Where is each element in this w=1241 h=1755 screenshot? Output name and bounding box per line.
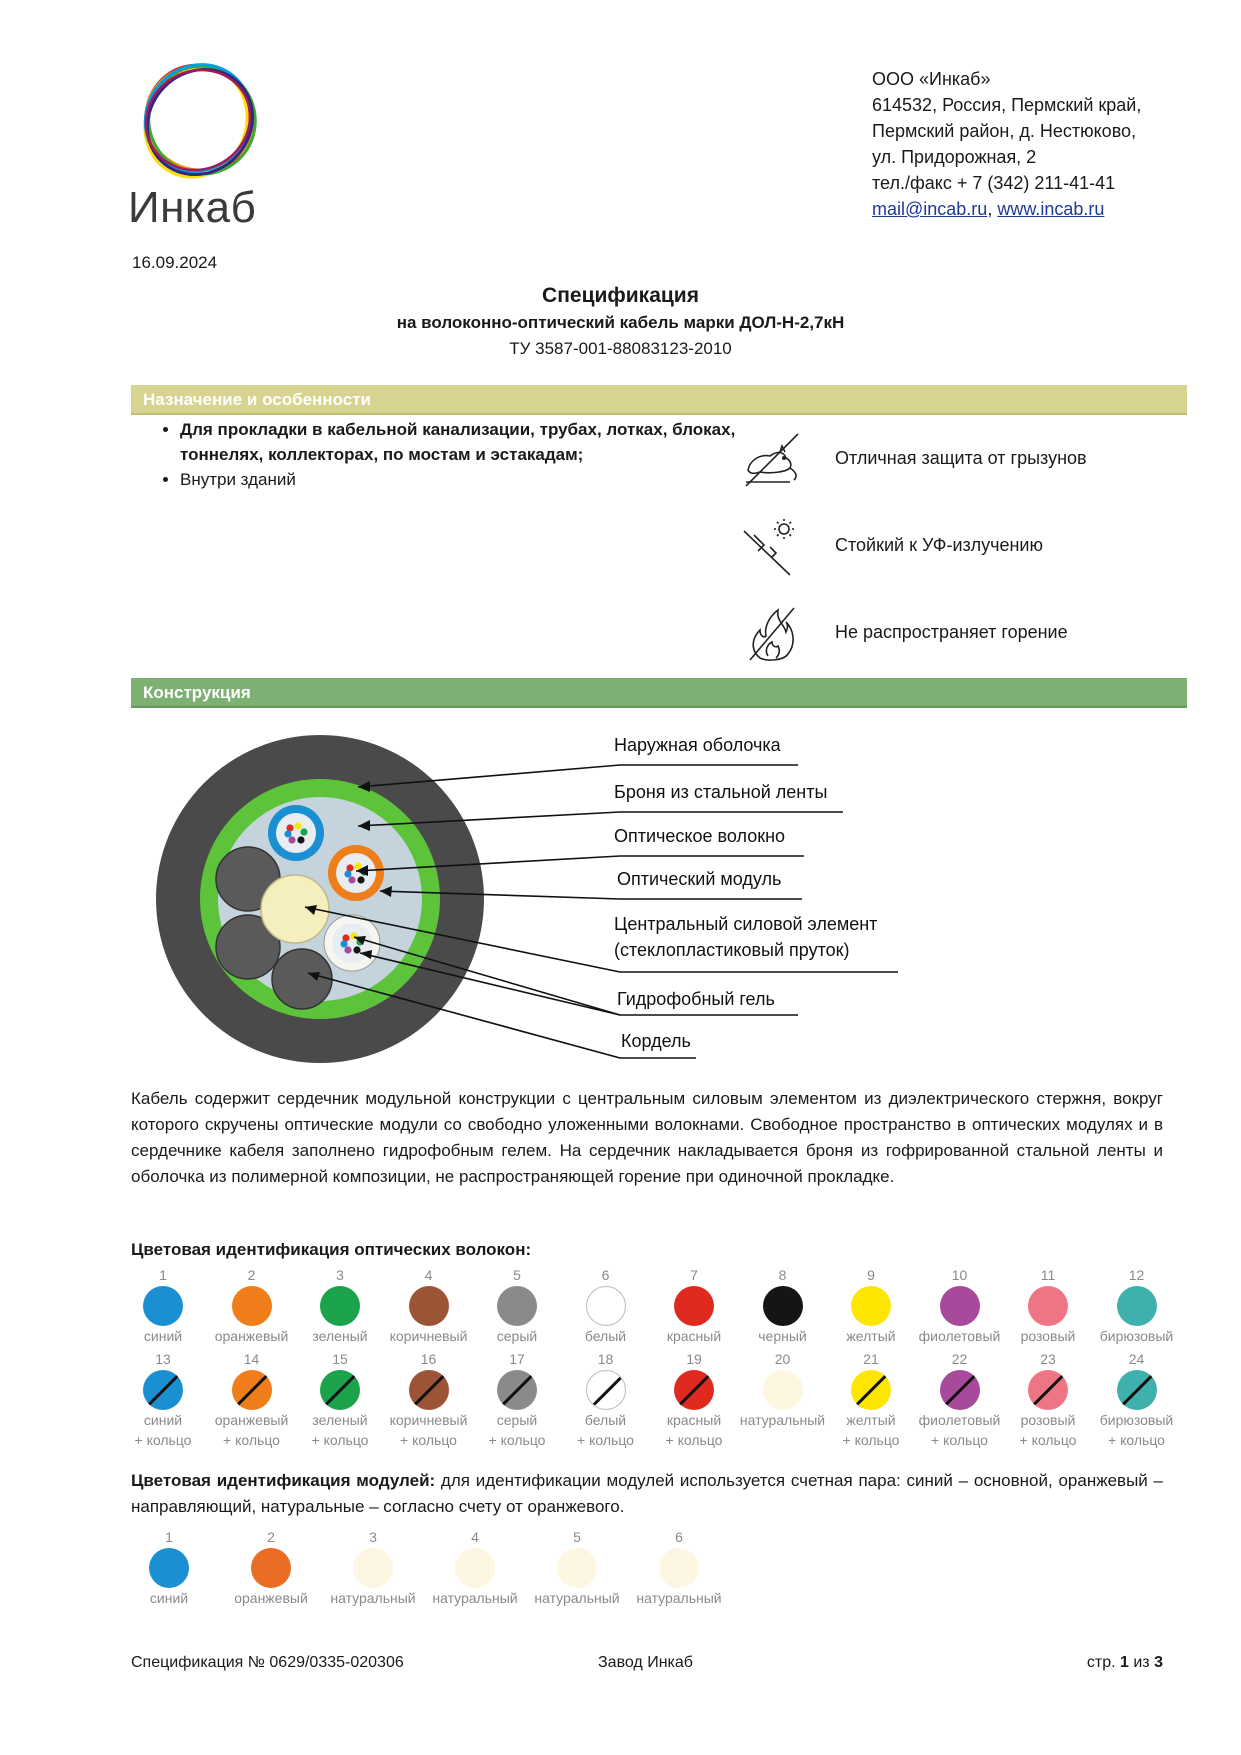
color-swatch bbox=[124, 1528, 214, 1608]
swatch-ring-suffix: + кольцо bbox=[134, 1432, 192, 1448]
swatch-name: натуральный bbox=[330, 1590, 416, 1606]
color-dot bbox=[409, 1286, 449, 1326]
feature-label: Отличная защита от грызунов bbox=[835, 448, 1087, 468]
swatch-name: зеленый bbox=[312, 1328, 368, 1344]
swatch-number: 5 bbox=[573, 1529, 581, 1545]
website-link[interactable]: www.incab.ru bbox=[997, 199, 1105, 219]
company-logo bbox=[128, 58, 278, 232]
color-swatch bbox=[532, 1528, 622, 1608]
color-dot bbox=[320, 1286, 360, 1326]
color-dot bbox=[232, 1370, 272, 1410]
swatch-number: 12 bbox=[1128, 1267, 1145, 1283]
color-swatch bbox=[430, 1528, 520, 1608]
swatch-number: 11 bbox=[1040, 1267, 1056, 1283]
rodent-protection-icon bbox=[740, 430, 804, 490]
swatch-number: 8 bbox=[778, 1267, 787, 1283]
swatch-name: натуральный bbox=[739, 1412, 826, 1428]
color-dot bbox=[1028, 1370, 1068, 1410]
color-dot bbox=[143, 1286, 183, 1326]
color-swatch bbox=[915, 1266, 1005, 1346]
flame-retardant-icon bbox=[740, 604, 804, 664]
color-swatch bbox=[738, 1266, 828, 1346]
color-dot bbox=[557, 1548, 597, 1588]
link-separator: , bbox=[987, 199, 993, 219]
label-gel: Гидрофобный гель bbox=[617, 989, 775, 1009]
swatch-name: желтый bbox=[846, 1328, 896, 1344]
ring-stripe bbox=[940, 1370, 979, 1410]
swatch-number: 17 bbox=[509, 1351, 525, 1367]
color-swatch bbox=[384, 1350, 474, 1450]
color-swatch bbox=[649, 1350, 739, 1450]
ring-stripe bbox=[409, 1370, 448, 1410]
swatch-number: 5 bbox=[513, 1267, 521, 1283]
title-main: Спецификация bbox=[542, 284, 699, 307]
swatch-ring-suffix: + кольцо bbox=[488, 1432, 546, 1448]
color-dot bbox=[586, 1286, 626, 1326]
ring-stripe bbox=[144, 1370, 183, 1410]
swatch-number: 23 bbox=[1040, 1351, 1056, 1367]
swatch-number: 13 bbox=[155, 1351, 171, 1367]
swatch-number: 10 bbox=[951, 1267, 968, 1283]
color-dot bbox=[320, 1370, 360, 1410]
module-colors-title: Цветовая идентификация модулей: bbox=[131, 1471, 436, 1490]
swatch-name: бирюзовый bbox=[1099, 1328, 1174, 1344]
label-steel-armor: Броня из стальной ленты bbox=[614, 782, 828, 802]
feature-flame bbox=[740, 604, 1180, 664]
section-header-construction: Конструкция bbox=[131, 678, 1187, 708]
color-swatch bbox=[472, 1350, 562, 1450]
color-swatch bbox=[328, 1528, 418, 1608]
swatch-number: 16 bbox=[420, 1351, 437, 1367]
logo-text: Инкаб bbox=[128, 183, 257, 232]
label-csm-detail: (стеклопластиковый пруток) bbox=[614, 940, 850, 960]
document-date: 16.09.2024 bbox=[132, 253, 218, 272]
color-dot bbox=[1028, 1286, 1068, 1326]
swatch-name: фиолетовый bbox=[918, 1412, 1001, 1428]
logo-rings-icon bbox=[128, 58, 278, 183]
color-swatch bbox=[826, 1350, 916, 1450]
swatch-name: розовый bbox=[1020, 1328, 1076, 1344]
color-swatch bbox=[561, 1350, 651, 1450]
color-dot bbox=[353, 1548, 393, 1588]
color-dot bbox=[763, 1286, 803, 1326]
color-dot bbox=[851, 1370, 891, 1410]
color-swatch bbox=[826, 1266, 916, 1346]
swatch-number: 6 bbox=[675, 1529, 683, 1545]
color-swatch bbox=[226, 1528, 316, 1608]
swatch-name: серый bbox=[496, 1412, 538, 1428]
color-dot bbox=[232, 1286, 272, 1326]
fiber-colors-row-1 bbox=[118, 1266, 1178, 1346]
current-page: 1 bbox=[1120, 1654, 1129, 1671]
color-swatch bbox=[207, 1350, 297, 1450]
color-swatch bbox=[1092, 1350, 1182, 1450]
ring-stripe bbox=[1117, 1370, 1156, 1410]
company-line: ул. Придорожная, 2 bbox=[872, 147, 1037, 167]
color-swatch bbox=[915, 1350, 1005, 1450]
section-header-purpose: Назначение и особенности bbox=[131, 385, 1187, 415]
email-link[interactable]: mail@incab.ru bbox=[872, 199, 988, 219]
color-dot bbox=[455, 1548, 495, 1588]
ring-stripe bbox=[852, 1370, 891, 1410]
swatch-name: серый bbox=[496, 1328, 538, 1344]
color-swatch bbox=[207, 1266, 297, 1346]
label-cordel: Кордель bbox=[621, 1031, 691, 1051]
title-standard: ТУ 3587-001-88083123-2010 bbox=[509, 339, 732, 358]
fiber-colors-title: Цветовая идентификация оптических волокон: bbox=[131, 1240, 532, 1259]
swatch-number: 1 bbox=[159, 1267, 167, 1283]
color-swatch bbox=[1092, 1266, 1182, 1346]
module-colors-description: для идентификации модулей используется счетная пара: синий – основной, оранжевый – направляющий, натуральные – согласно счету от оранжевого. bbox=[131, 1471, 1163, 1516]
contact-links bbox=[872, 196, 1141, 222]
swatch-ring-suffix: + кольцо bbox=[400, 1432, 457, 1448]
color-dot bbox=[497, 1286, 537, 1326]
swatch-number: 20 bbox=[774, 1351, 791, 1367]
title-subtitle: на волоконно-оптический кабель марки ДОЛ-Н-2,7кН bbox=[396, 313, 845, 332]
color-dot bbox=[251, 1548, 291, 1588]
feature-uv bbox=[740, 517, 1180, 577]
ring-stripe bbox=[321, 1370, 360, 1410]
swatch-name: розовый bbox=[1020, 1412, 1076, 1428]
fiber-colors-row-2 bbox=[118, 1350, 1178, 1450]
swatch-ring-suffix: + кольцо bbox=[577, 1432, 634, 1448]
swatch-ring-suffix: + кольцо bbox=[223, 1432, 280, 1448]
swatch-number: 1 bbox=[165, 1529, 173, 1545]
ring-stripe bbox=[1029, 1370, 1068, 1410]
color-dot bbox=[851, 1286, 891, 1326]
swatch-number: 21 bbox=[863, 1351, 879, 1367]
swatch-ring-suffix: + кольцо bbox=[665, 1432, 723, 1448]
swatch-number: 19 bbox=[686, 1351, 702, 1367]
swatch-name: бирюзовый bbox=[1099, 1412, 1174, 1428]
swatch-number: 3 bbox=[369, 1529, 377, 1545]
swatch-name: фиолетовый bbox=[918, 1328, 1001, 1344]
uv-resistant-icon bbox=[740, 517, 804, 577]
color-swatch bbox=[118, 1350, 208, 1450]
construction-description: Кабель содержит сердечник модульной конструкции с центральным силовым элементом из диэлектрического стержня, вокруг которого скручены оптические модули со свободно уложенными волокнами. Свободное пространство в оптических модулях и в сердечнике кабеля заполнено гидрофобным гелем. На сердечник накладывается броня из гофрированной стальной ленты и оболочка из полимерной композиции, не распространяющей горение при одиночной прокладке. bbox=[131, 1089, 1163, 1186]
company-line: ООО «Инкаб» bbox=[872, 69, 991, 89]
color-swatch bbox=[561, 1266, 651, 1346]
color-swatch bbox=[649, 1266, 739, 1346]
color-swatch bbox=[738, 1350, 828, 1430]
color-dot bbox=[940, 1286, 980, 1326]
color-dot bbox=[1117, 1286, 1157, 1326]
color-dot bbox=[940, 1370, 980, 1410]
swatch-name: синий bbox=[143, 1412, 183, 1428]
footer-factory: Завод Инкаб bbox=[598, 1654, 693, 1671]
swatch-name: коричневый bbox=[389, 1412, 468, 1428]
swatch-name: белый bbox=[584, 1328, 627, 1344]
swatch-name: оранжевый bbox=[234, 1590, 308, 1606]
feature-label: Не распространяет горение bbox=[835, 622, 1068, 642]
color-dot bbox=[409, 1370, 449, 1410]
page-mid: из bbox=[1128, 1654, 1155, 1671]
ring-stripe bbox=[587, 1370, 625, 1410]
module-colors-text bbox=[131, 1468, 1163, 1520]
label-optical-module: Оптический модуль bbox=[617, 869, 782, 889]
color-swatch bbox=[384, 1266, 474, 1346]
document-title bbox=[0, 282, 1241, 362]
swatch-ring-suffix: + кольцо bbox=[1019, 1432, 1077, 1448]
total-pages: 3 bbox=[1154, 1654, 1163, 1671]
swatch-name: зеленый bbox=[312, 1412, 368, 1428]
color-swatch bbox=[295, 1266, 385, 1346]
swatch-number: 2 bbox=[247, 1267, 256, 1283]
color-dot bbox=[674, 1286, 714, 1326]
swatch-number: 4 bbox=[424, 1267, 433, 1283]
central-strength-member bbox=[261, 875, 329, 943]
swatch-name: оранжевый bbox=[214, 1328, 289, 1344]
color-dot bbox=[149, 1548, 189, 1588]
swatch-number: 2 bbox=[267, 1529, 275, 1545]
swatch-name: красный bbox=[666, 1412, 722, 1428]
swatch-number: 14 bbox=[243, 1351, 260, 1367]
color-dot bbox=[497, 1370, 537, 1410]
swatch-number: 7 bbox=[690, 1267, 698, 1283]
color-swatch bbox=[118, 1266, 208, 1346]
swatch-number: 9 bbox=[867, 1267, 875, 1283]
label-csm: Центральный силовой элемент bbox=[614, 914, 878, 934]
swatch-number: 24 bbox=[1128, 1351, 1145, 1367]
swatch-number: 6 bbox=[601, 1267, 610, 1283]
module-gel bbox=[336, 853, 376, 893]
company-line: тел./факс + 7 (342) 211-41-41 bbox=[872, 173, 1116, 193]
label-optical-fiber: Оптическое волокно bbox=[614, 826, 786, 846]
swatch-name: натуральный bbox=[636, 1590, 722, 1606]
swatch-name: белый bbox=[584, 1412, 627, 1428]
ring-stripe bbox=[232, 1370, 271, 1410]
swatch-number: 3 bbox=[336, 1267, 344, 1283]
swatch-name: синий bbox=[143, 1328, 183, 1344]
purpose-item: • Внутри зданий bbox=[180, 467, 740, 492]
company-line: 614532, Россия, Пермский край, bbox=[872, 95, 1142, 115]
label-outer-sheath: Наружная оболочка bbox=[614, 735, 781, 755]
swatch-name: оранжевый bbox=[214, 1412, 289, 1428]
color-dot bbox=[763, 1370, 803, 1410]
swatch-name: натуральный bbox=[432, 1590, 518, 1606]
swatch-ring-suffix: + кольцо bbox=[311, 1432, 369, 1448]
color-dot bbox=[143, 1370, 183, 1410]
cordel bbox=[272, 949, 332, 1009]
color-dot bbox=[674, 1370, 714, 1410]
cable-cross-section-diagram bbox=[130, 725, 920, 1070]
swatch-ring-suffix: + кольцо bbox=[842, 1432, 900, 1448]
color-dot bbox=[1117, 1370, 1157, 1410]
purpose-item: • Для прокладки в кабельной канализации, трубах, лотках, блоках, тоннелях, коллекторах, по мостам и эстакадам; bbox=[180, 417, 740, 467]
swatch-number: 4 bbox=[471, 1529, 479, 1545]
swatch-name: синий bbox=[149, 1590, 189, 1606]
module-gel bbox=[332, 923, 372, 963]
swatch-name: коричневый bbox=[389, 1328, 468, 1344]
color-dot bbox=[659, 1548, 699, 1588]
swatch-number: 22 bbox=[951, 1351, 968, 1367]
page-prefix: стр. bbox=[1086, 1654, 1121, 1671]
ring-stripe bbox=[498, 1370, 537, 1410]
swatch-ring-suffix: + кольцо bbox=[931, 1432, 988, 1448]
color-swatch bbox=[1003, 1266, 1093, 1346]
footer-page-number bbox=[1087, 1654, 1163, 1672]
company-line: Пермский район, д. Нестюково, bbox=[872, 121, 1137, 141]
swatch-name: красный bbox=[666, 1328, 722, 1344]
color-swatch bbox=[295, 1350, 385, 1450]
swatch-number: 15 bbox=[332, 1351, 348, 1367]
swatch-name: натуральный bbox=[534, 1590, 620, 1606]
color-swatch bbox=[634, 1528, 724, 1608]
feature-rodent bbox=[740, 430, 1180, 490]
color-swatch bbox=[1003, 1350, 1093, 1450]
module-colors-row bbox=[124, 1528, 1184, 1608]
purpose-list bbox=[140, 417, 740, 492]
ring-stripe bbox=[675, 1370, 714, 1410]
swatch-name: черный bbox=[758, 1328, 807, 1344]
feature-label: Стойкий к УФ-излучению bbox=[835, 535, 1043, 555]
company-address bbox=[872, 66, 1141, 222]
color-dot bbox=[586, 1370, 626, 1410]
swatch-ring-suffix: + кольцо bbox=[1108, 1432, 1165, 1448]
swatch-name: желтый bbox=[846, 1412, 896, 1428]
module-gel bbox=[276, 813, 316, 853]
footer-spec-number: Спецификация № 0629/0335-020306 bbox=[131, 1654, 404, 1671]
color-swatch bbox=[472, 1266, 562, 1346]
swatch-number: 18 bbox=[597, 1351, 614, 1367]
